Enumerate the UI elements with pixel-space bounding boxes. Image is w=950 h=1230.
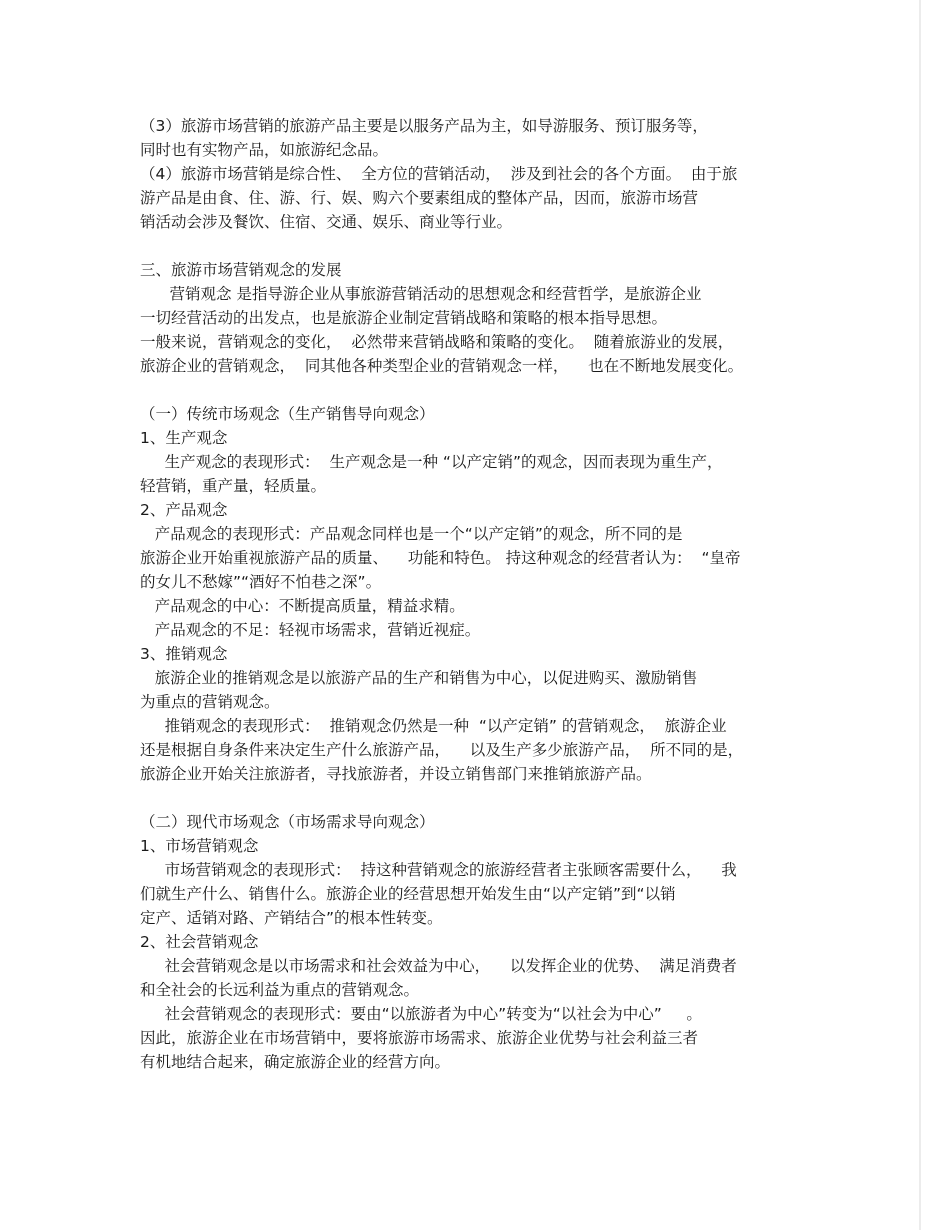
paragraph-line: 因此，旅游企业在市场营销中，要将旅游市场需求、旅游企业优势与社会利益三者: [140, 1029, 699, 1047]
paragraph-line: （3）旅游市场营销的旅游产品主要是以服务产品为主，如导游服务、预订服务等，: [140, 117, 708, 135]
paragraph-line: 轻营销，重产量，轻质量。: [140, 477, 327, 495]
paragraph-line: 旅游企业的推销观念是以旅游产品的生产和销售为中心，以促进购买、激励销售: [140, 669, 698, 687]
item-heading: 2、社会营销观念: [140, 933, 259, 951]
paragraph-line: （4）旅游市场营销是综合性、 全方位的营销活动， 涉及到社会的各个方面。 由于旅: [140, 165, 738, 183]
paragraph-line: 销活动会涉及餐饮、住宿、交通、娱乐、商业等行业。: [140, 213, 513, 231]
paragraph-line: 营销观念 是指导游企业从事旅游营销活动的思想观念和经营哲学，是旅游企业: [140, 285, 702, 303]
paragraph-line: 社会营销观念是以市场需求和社会效益为中心， 以发挥企业的优势、 满足消费者: [140, 957, 737, 975]
paragraph-line: 同时也有实物产品，如旅游纪念品。: [140, 141, 389, 159]
paragraph-line: 一切经营活动的出发点，也是旅游企业制定营销战略和策略的根本指导思想。: [140, 309, 668, 327]
paragraph-line: 产品观念的表现形式：产品观念同样也是一个“以产定销”的观念，所不同的是: [140, 525, 683, 543]
page-edge-divider: [919, 0, 921, 1230]
paragraph-line: 定产、适销对路、产销结合”的根本性转变。: [140, 909, 443, 927]
paragraph-line: 产品观念的中心：不断提高质量，精益求精。: [140, 597, 465, 615]
paragraph-line: 有机地结合起来，确定旅游企业的经营方向。: [140, 1053, 451, 1071]
subsection-heading: （一）传统市场观念（生产销售导向观念）: [140, 405, 435, 423]
paragraph-line: 生产观念的表现形式： 生产观念是一种 “以产定销”的观念，因而表现为重生产，: [140, 453, 723, 471]
item-heading: 3、推销观念: [140, 645, 228, 663]
item-heading: 2、产品观念: [140, 501, 228, 519]
paragraph-line: 为重点的营销观念。: [140, 693, 280, 711]
paragraph-line: 还是根据自身条件来决定生产什么旅游产品， 以及生产多少旅游产品， 所不同的是，: [140, 741, 744, 759]
paragraph-line: 推销观念的表现形式： 推销观念仍然是一种 “以产定销” 的营销观念， 旅游企业: [140, 717, 727, 735]
paragraph-line: 旅游企业开始重视旅游产品的质量、 功能和特色。 持这种观念的经营者认为： “皇帝: [140, 549, 741, 567]
item-heading: 1、市场营销观念: [140, 837, 259, 855]
paragraph-line: 和全社会的长远利益为重点的营销观念。: [140, 981, 420, 999]
paragraph-line: 市场营销观念的表现形式： 持这种营销观念的旅游经营者主张顾客需要什么， 我: [140, 861, 737, 879]
paragraph-line: 的女儿不愁嫁”“酒好不怕巷之深”。: [140, 573, 382, 591]
subsection-heading: （二）现代市场观念（市场需求导向观念）: [140, 813, 435, 831]
paragraph-line: 旅游企业开始关注旅游者，寻找旅游者，并设立销售部门来推销旅游产品。: [140, 765, 652, 783]
paragraph-line: 旅游企业的营销观念， 同其他各种类型企业的营销观念一样， 也在不断地发展变化。: [140, 357, 744, 375]
paragraph-line: 一般来说，营销观念的变化， 必然带来营销战略和策略的变化。 随着旅游业的发展，: [140, 333, 734, 351]
paragraph-line: 产品观念的不足：轻视市场需求，营销近视症。: [140, 621, 481, 639]
section-heading: 三、旅游市场营销观念的发展: [140, 261, 342, 279]
item-heading: 1、生产观念: [140, 429, 228, 447]
paragraph-line: 社会营销观念的表现形式：要由“以旅游者为中心”转变为“以社会为中心” 。: [140, 1005, 702, 1023]
paragraph-line: 游产品是由食、住、游、行、娱、购六个要素组成的整体产品，因而，旅游市场营: [140, 189, 699, 207]
paragraph-line: 们就生产什么、销售什么。旅游企业的经营思想开始发生由“以产定销”到“以销: [140, 885, 676, 903]
